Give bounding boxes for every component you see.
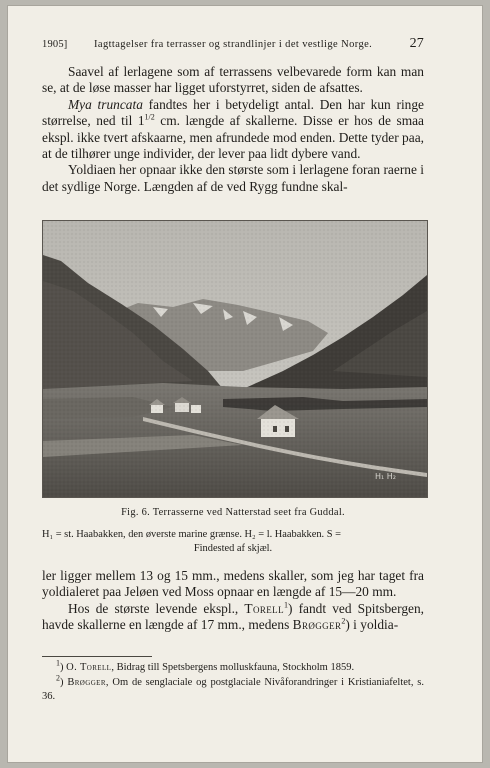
- footnotes: [42, 658, 425, 705]
- paragraph-shell-length: ler ligger mellem 13 og 15 mm., medens skaller, som jeg har taget fra yoldialeret paa Jeløen ved Moss opnaar en længde af 15—20 mm.: [42, 568, 424, 600]
- book-page: [8, 6, 482, 762]
- header-year: 1905]: [42, 39, 68, 50]
- header-running-title: Iagttagelser fra terrasser og strandlinjer i det vestlige Norge.: [94, 39, 373, 50]
- footnote-1: $^1$) O. Torell, Bidrag till Spetsbergens molluskfauna, Stockholm 1859.: [56, 658, 355, 673]
- running-header: [42, 36, 424, 52]
- figure-caption: [42, 506, 424, 556]
- caption-title: Fig. 6. Terrasserne ved Natterstad seet fra Guddal.: [121, 507, 345, 518]
- footnote-divider: [42, 656, 152, 657]
- author-torell: Torell: [244, 600, 284, 616]
- body-text-bottom: [42, 568, 424, 634]
- paragraph-mya-truncata: [42, 97, 424, 163]
- caption-legend-line1: H₁ = st. Haabakken, den øverste marine grænse. H₂ = l. Haabakken. S =: [42, 529, 341, 540]
- page-number: 27: [409, 36, 424, 51]
- figure-photograph: [42, 220, 428, 498]
- footnote-ref-1[interactable]: 1: [283, 600, 288, 610]
- landscape-photo: [43, 221, 427, 497]
- body-text-top: [42, 64, 424, 195]
- paragraph-terrace-form: Saavel af lerlagene som af terrassens velbevarede form kan man se, at de løse masser har ligget uforstyrret, siden de afsattes.: [42, 64, 424, 96]
- paragraph-text: cm. længde af skallerne. Disse er hos de smaa ekspl. ikke tvert afskaarne, men afrundede mod enden. Dette tyder paa, at de tilhører unge individer, der lever paa lidt dybere vand.: [42, 113, 424, 162]
- paragraph-yoldia: Yoldiaen her opnaar ikke den største som i lerlagene foran raerne i det sydlige Norge. Længden af de ved Rygg fundne skal-: [42, 162, 424, 194]
- footnote-2: $^2$) Brøgger, Om de senglaciale og postglaciale Nivåforandringer i Kristianiafeltet, s. 36.: [42, 673, 425, 702]
- footnote-ref-2[interactable]: 2: [341, 616, 346, 626]
- figure-corner-mark: H₁ H₂: [375, 472, 396, 481]
- author-brogger: Brøgger: [292, 617, 342, 633]
- species-name: Mya truncata: [68, 96, 143, 112]
- paragraph-text: fandtes her i betydeligt antal. Den har kun ringe størrelse, ned til 1: [42, 96, 424, 129]
- fraction: 1/2: [144, 112, 155, 122]
- caption-legend-line2: Findested af skjæl.: [193, 543, 273, 554]
- paragraph-living-specimens: Hos de største levende ekspl., Torell$^1$) fandt ved Spitsbergen, havde skallerne en længde af 17 mm., medens Brøgger$^2$) i yoldia-: [42, 600, 424, 633]
